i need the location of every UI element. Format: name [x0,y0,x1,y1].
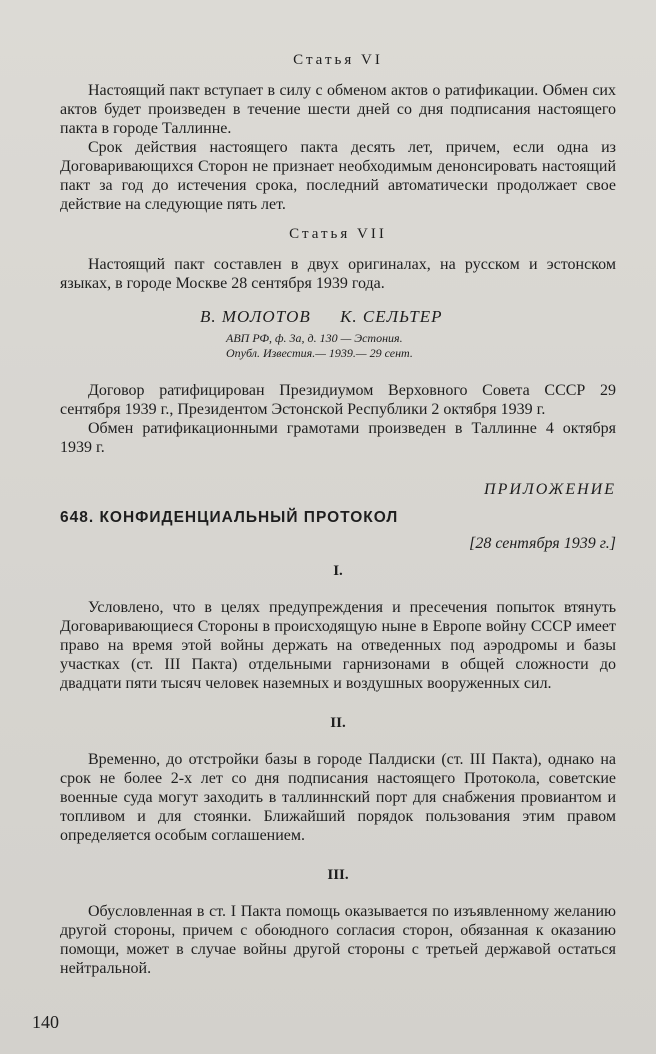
document-date: [28 сентября 1939 г.] [469,535,616,552]
signature-selter: К. СЕЛЬТЕР [340,307,443,326]
signature-molotov: В. МОЛОТОВ [200,307,311,326]
archive-source-line: АВП РФ, ф. 3а, д. 130 — Эстония. [226,331,403,345]
article-7-heading: Статья VII [289,226,387,242]
section-3-text: Обусловленная в ст. I Пакта помощь оказывается по изъявленному желанию другой стороны, причем с обоюдного согласия сторон, обязанная к оказанию помощи, может в случае войны другой стороны с третьей державой остаться нейтральной. [60,903,616,977]
section-2-numeral: II. [330,715,346,731]
article-6-paragraph-2: Срок действия настоящего пакта десять лет, причем, если одна из Договаривающихся Сторон не признает необходимым денонсировать настоящий пакт за год до истечения срока, последний автоматически продолжает свое действие на следующие пять лет. [60,139,616,213]
article-6-heading: Статья VI [293,52,383,68]
section-1-numeral: I. [333,563,343,579]
article-7-paragraph-1: Настоящий пакт составлен в двух оригиналах, на русском и эстонском языках, в городе Москве 28 сентября 1939 года. [60,256,616,292]
ratification-paragraph-1: Договор ратифицирован Президиумом Верховного Совета СССР 29 сентября 1939 г., Президентом Эстонской Республики 2 октября 1939 г. [60,382,616,418]
ratification-paragraph-2: Обмен ратификационными грамотами произведен в Таллинне 4 октября 1939 г. [60,420,616,456]
appendix-label: ПРИЛОЖЕНИЕ [484,481,616,498]
section-2-text: Временно, до отстройки базы в городе Палдиски (ст. III Пакта), однако на срок не более 2-х лет со дня подписания настоящего Протокола, советские военные суда могут заходить в таллиннский порт для снабжения провиантом и топливом и для стоянки. Ближайший порядок пользования этим правом определяется особым соглашением. [60,751,616,844]
article-6-paragraph-1: Настоящий пакт вступает в силу с обменом актов о ратификации. Обмен сих актов будет произведен в течение шести дней со дня подписания настоящего пакта в городе Таллинне. [60,82,616,137]
page-number: 140 [32,1012,59,1032]
signatures [60,307,616,327]
section-3-numeral: III. [327,867,349,883]
publication-source-line: Опубл. Известия.— 1939.— 29 сент. [226,346,413,360]
section-1-text: Условлено, что в целях предупреждения и пресечения попыток втянуть Договаривающиеся Стороны в происходящую ныне в Европе войну СССР имеет право на время этой войны держать на отведенных под аэродромы и базы участках (ст. III Пакта) отдельными гарнизонами в общей сложности до двадцати пяти тысяч человек наземных и воздушных вооруженных сил. [60,599,616,692]
document-title: 648. КОНФИДЕНЦИАЛЬНЫЙ ПРОТОКОЛ [60,509,399,526]
